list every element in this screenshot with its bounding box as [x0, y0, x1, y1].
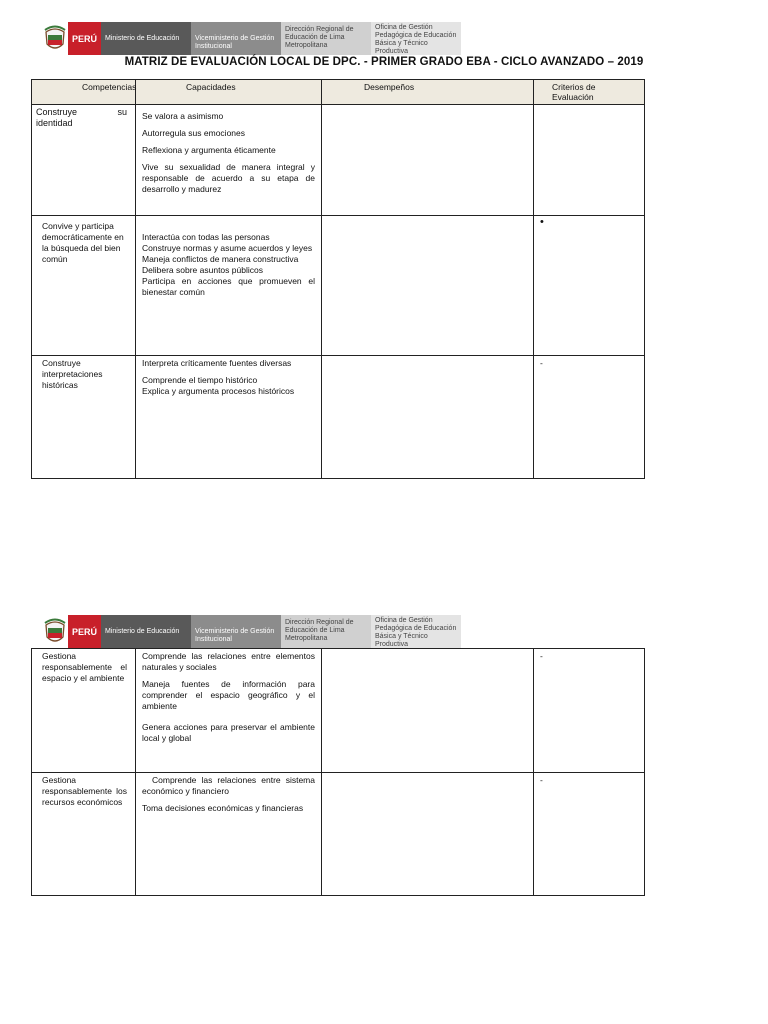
col-header-capacidades: Capacidades	[136, 80, 322, 105]
capacidad-item: Explica y argumenta procesos históricos	[142, 386, 295, 396]
capacidad-item: Interpreta críticamente fuentes diversas	[142, 358, 292, 368]
viceministerio-label: Viceministerio de Gestión Institucional	[191, 615, 281, 648]
criterio-cell: -	[534, 773, 645, 896]
capacidad-item: Comprende las relaciones entre sistema económico y financiero	[142, 775, 315, 796]
capacidades-cell	[136, 105, 322, 216]
col-header-competencias: Competencias	[32, 80, 136, 105]
ministerio-label: Ministerio de Educación	[101, 22, 191, 55]
capacidades-cell	[136, 773, 322, 896]
coat-of-arms-icon	[42, 615, 68, 648]
criterio-cell: -	[534, 649, 645, 773]
table-header-row	[32, 80, 645, 105]
header-banner	[42, 22, 461, 55]
competencia-cell: Convive y participa democráticamente en la búsqueda del bien común	[32, 216, 136, 356]
peru-label: PERÚ	[68, 615, 101, 648]
criterio-cell: •	[534, 216, 645, 356]
desempenos-cell	[322, 356, 534, 479]
capacidad-item: Delibera sobre asuntos públicos	[142, 265, 263, 275]
capacidad-item: Toma decisiones económicas y financieras	[142, 803, 304, 813]
desempenos-cell	[322, 105, 534, 216]
viceministerio-label: Viceministerio de Gestión Institucional	[191, 22, 281, 55]
table-row	[32, 105, 645, 216]
criterio-cell	[534, 105, 645, 216]
coat-of-arms-icon	[42, 22, 68, 55]
table-row	[32, 773, 645, 896]
capacidad-item: Construye normas y asume acuerdos y leyes	[142, 243, 313, 253]
capacidades-cell	[136, 649, 322, 773]
capacidad-item: Vive su sexualidad de manera integral y responsable de acuerdo a su etapa de desarrollo y madurez	[142, 162, 315, 194]
header-banner	[42, 615, 461, 648]
capacidad-item: Comprende las relaciones entre elementos naturales y sociales	[142, 651, 315, 672]
evaluation-matrix-table	[31, 79, 645, 479]
capacidad-item: Genera acciones para preservar el ambiente local y global	[142, 722, 315, 743]
col-header-criterios: Criterios de Evaluación	[534, 80, 645, 105]
capacidad-item: Autorregula sus emociones	[142, 128, 246, 138]
page-title: MATRIZ DE EVALUACIÓN LOCAL DE DPC. - PRIMER GRADO EBA - CICLO AVANZADO – 2019	[124, 56, 644, 68]
competencia-cell: Gestiona responsablemente el espacio y el ambiente	[32, 649, 136, 773]
capacidad-item: Maneja fuentes de información para comprender el espacio geográfico y el ambiente	[142, 679, 315, 711]
competencia-cell: Gestiona responsablemente los recursos económicos	[32, 773, 136, 896]
table-row	[32, 649, 645, 773]
desempenos-cell	[322, 773, 534, 896]
competencia-cell: Construye su identidad	[32, 105, 136, 216]
capacidad-item: Interactúa con todas las personas	[142, 232, 270, 242]
table-row	[32, 356, 645, 479]
ministerio-label: Ministerio de Educación	[101, 615, 191, 648]
capacidad-item: Reflexiona y argumenta éticamente	[142, 145, 276, 155]
capacidad-item: Comprende el tiempo histórico	[142, 375, 258, 385]
desempenos-cell	[322, 649, 534, 773]
col-header-desempenos: Desempeños	[322, 80, 534, 105]
capacidad-item: Se valora a asimismo	[142, 111, 224, 121]
oficina-label: Oficina de Gestión Pedagógica de Educación Básica y Técnico Productiva	[371, 22, 461, 55]
capacidad-item: Maneja conflictos de manera constructiva	[142, 254, 299, 264]
direccion-regional-label: Dirección Regional de Educación de Lima Metropolitana	[281, 615, 371, 648]
evaluation-matrix-table-continued	[31, 648, 645, 896]
peru-label: PERÚ	[68, 22, 101, 55]
capacidades-cell	[136, 356, 322, 479]
capacidades-cell	[136, 216, 322, 356]
competencia-cell: Construye interpretaciones históricas	[32, 356, 136, 479]
oficina-label: Oficina de Gestión Pedagógica de Educación Básica y Técnico Productiva	[371, 615, 461, 648]
criterio-cell: -	[534, 356, 645, 479]
table-row	[32, 216, 645, 356]
direccion-regional-label: Dirección Regional de Educación de Lima Metropolitana	[281, 22, 371, 55]
capacidad-item: Participa en acciones que promueven el bienestar común	[142, 276, 315, 297]
desempenos-cell	[322, 216, 534, 356]
